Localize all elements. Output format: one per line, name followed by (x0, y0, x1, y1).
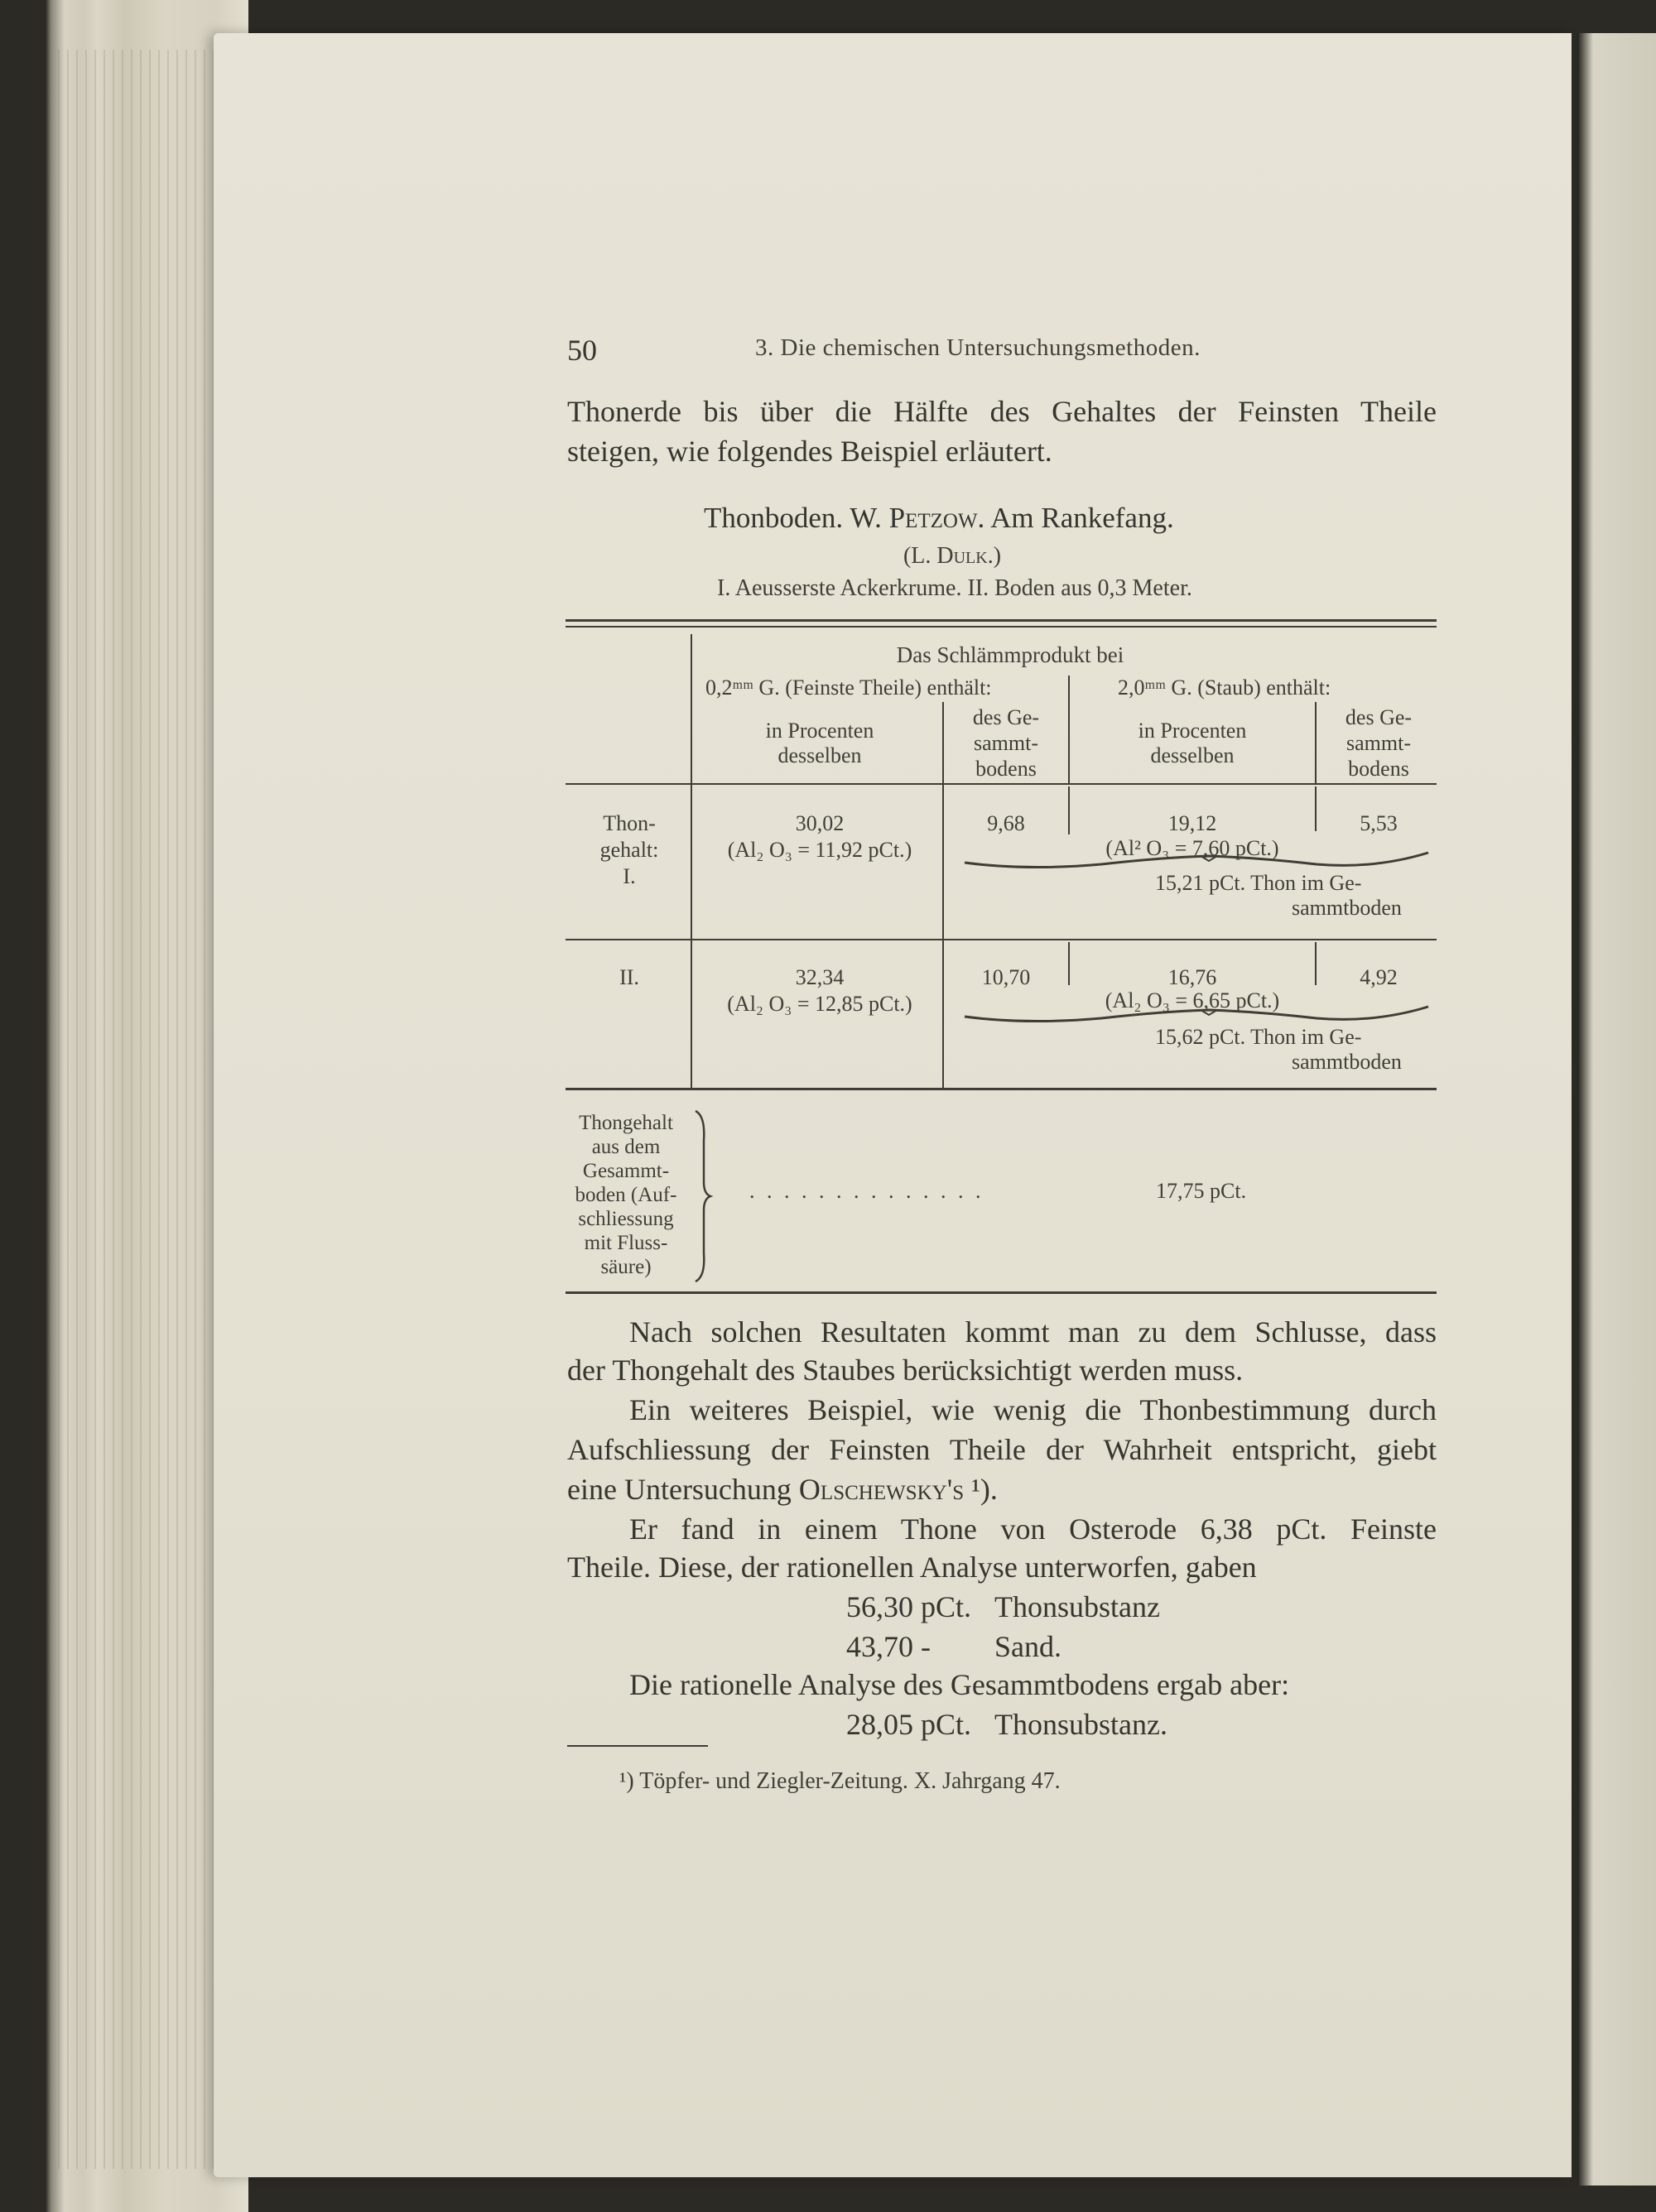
footer-label (560, 1111, 692, 1279)
intro-line-1: Thonerde bis über die Hälfte des Gehaltes der Feinsten Theile (567, 395, 1437, 428)
footer-label-l7: säure) (600, 1256, 652, 1278)
table-header-top: Das Schlämmprodukt bei (896, 642, 1124, 667)
col-a-total-l3: bodens (975, 757, 1037, 781)
para2-line1: Ein weiteres Beispiel, wie wenig die Thonbestimmung durch (629, 1393, 1437, 1426)
row1-label-l3: I. (623, 864, 636, 888)
para1-line2: der Thongehalt des Staubes berücksichtigt werden muss. (567, 1354, 1244, 1387)
para1-line1: Nach solchen Resultaten kommt man zu dem Schlusse, dass (629, 1315, 1437, 1349)
row1-sum-l1: 15,21 pCt. Thon im Ge- (1155, 871, 1362, 895)
example-title (704, 502, 1174, 535)
result1-name: Thonsubstanz (994, 1590, 1160, 1623)
row2-b-pct: 16,76 (1167, 965, 1217, 989)
col-a-pct-l1: in Procenten (765, 719, 874, 743)
row2-b-formula: (Al₂ O₃ = 6,65 pCt.) (1105, 988, 1280, 1012)
footer-brace (692, 1108, 715, 1285)
footer-label-l1: Thongehalt (579, 1112, 673, 1134)
col-a-pct-l2: desselben (777, 743, 862, 767)
result2-value: 43,70 - (846, 1630, 931, 1663)
row1-b-formula: (Al² O₃ = 7,60 pCt.) (1105, 836, 1279, 860)
col-b-total-l1: des Ge- (1345, 705, 1413, 729)
footer-label-l2: aus dem (591, 1136, 661, 1158)
col-a-total-l2: sammt- (974, 731, 1038, 755)
para2-author-name: Olschewsky's (798, 1473, 965, 1506)
table-top-rule-2 (566, 626, 1437, 628)
footer-label-l5: schliessung (578, 1208, 674, 1230)
example-subtitle: I. Aeusserste Ackerkrume. II. Boden aus 0,3 Meter. (717, 575, 1192, 601)
footnote-text: ¹) Töpfer- und Ziegler-Zeitung. X. Jahrgang 47. (619, 1768, 1061, 1794)
col-b-total-l3: bodens (1348, 757, 1409, 781)
row2-divider-a (942, 939, 944, 1088)
row2-b-total: 4,92 (1360, 965, 1398, 989)
col-b-pct-l1: in Procenten (1138, 719, 1247, 743)
footer-label-l4: boden (Auf- (575, 1184, 677, 1206)
intro-line-2: steigen, wie folgendes Beispiel erläutert. (567, 435, 1052, 468)
example-analyst: (L. Dulk.) (903, 543, 1002, 569)
para2-line3-a: eine Untersuchung (567, 1473, 792, 1506)
next-page-edge (1577, 33, 1656, 2186)
header-divider-mid (1068, 676, 1070, 783)
col-b-total-l2: sammt- (1346, 731, 1411, 755)
row2-divider-mid (1068, 942, 1070, 985)
row-separator (566, 939, 1437, 940)
footer-label-l3: Gesammt- (582, 1160, 670, 1182)
footer-leader-dots: . . . . . . . . . . . . . . (749, 1179, 984, 1203)
row2-a-pct: 32,34 (795, 965, 845, 989)
para2-line2: Aufschliessung der Feinsten Theile der Wahrheit entspricht, giebt (567, 1433, 1437, 1466)
para2-line3 (567, 1472, 998, 1507)
row2-a-total: 10,70 (981, 965, 1031, 989)
para3-line2: Theile. Diese, der rationellen Analyse unterworfen, gaben (567, 1551, 1257, 1584)
footnote-rule (567, 1745, 708, 1747)
row1-sum-l2: sammtboden (1292, 896, 1402, 920)
result3-value: 28,05 pCt. (846, 1708, 972, 1741)
row2-sum-l1: 15,62 pCt. Thon im Ge- (1155, 1025, 1362, 1049)
col-b-pct-l2: desselben (1150, 743, 1235, 767)
table-group-a: 0,2ᵐᵐ G. (Feinste Theile) enthält: (705, 676, 992, 700)
row1-a-pct: 30,02 (795, 811, 845, 835)
row2-label: II. (619, 965, 639, 989)
label-column-divider (691, 634, 692, 1088)
example-title-a: Thonboden. W. (704, 502, 882, 534)
col-a-total-l1: des Ge- (972, 705, 1040, 729)
example-title-b: . Am Rankefang. (977, 502, 1174, 534)
result2-name: Sand. (994, 1630, 1061, 1663)
row1-divider-a (942, 783, 944, 939)
result1-value: 56,30 pCt. (846, 1590, 972, 1623)
row1-b-pct: 19,12 (1167, 811, 1217, 835)
body-bottom-rule (566, 1088, 1437, 1090)
footer-label-l6: mit Fluss- (584, 1232, 668, 1254)
footer-value: 17,75 pCt. (1156, 1179, 1247, 1203)
result3-name: Thonsubstanz. (994, 1708, 1167, 1741)
example-author-name: Petzow (888, 502, 978, 534)
row2-sum-l2: sammtboden (1292, 1050, 1402, 1074)
table-bottom-rule (566, 1291, 1437, 1294)
header-bottom-rule (566, 783, 1437, 785)
running-title: 3. Die chemischen Untersuchungsmethoden. (755, 334, 1201, 361)
para2-line3-b: ¹). (971, 1473, 998, 1506)
row1-label-l2: gehalt: (599, 838, 659, 862)
page-number: 50 (567, 334, 597, 367)
row1-a-total: 9,68 (987, 811, 1025, 835)
para3-line1: Er fand in einem Thone von Osterode 6,38 pCt. Feinste (629, 1512, 1437, 1546)
para4-line1: Die rationelle Analyse des Gesammtbodens ergab aber: (629, 1668, 1290, 1701)
row1-b-total: 5,53 (1360, 811, 1398, 835)
row2-a-formula: (Al₂ O₃ = 12,85 pCt.) (727, 992, 912, 1016)
row1-divider-mid (1068, 786, 1070, 834)
row1-label-l1: Thon- (603, 811, 656, 835)
book-page-edges (0, 0, 248, 2212)
table-group-b: 2,0ᵐᵐ G. (Staub) enthält: (1118, 676, 1331, 700)
row1-a-formula: (Al₂ O₃ = 11,92 pCt.) (727, 838, 912, 862)
page-edge-lines (58, 50, 232, 2169)
table-top-rule (566, 619, 1437, 622)
